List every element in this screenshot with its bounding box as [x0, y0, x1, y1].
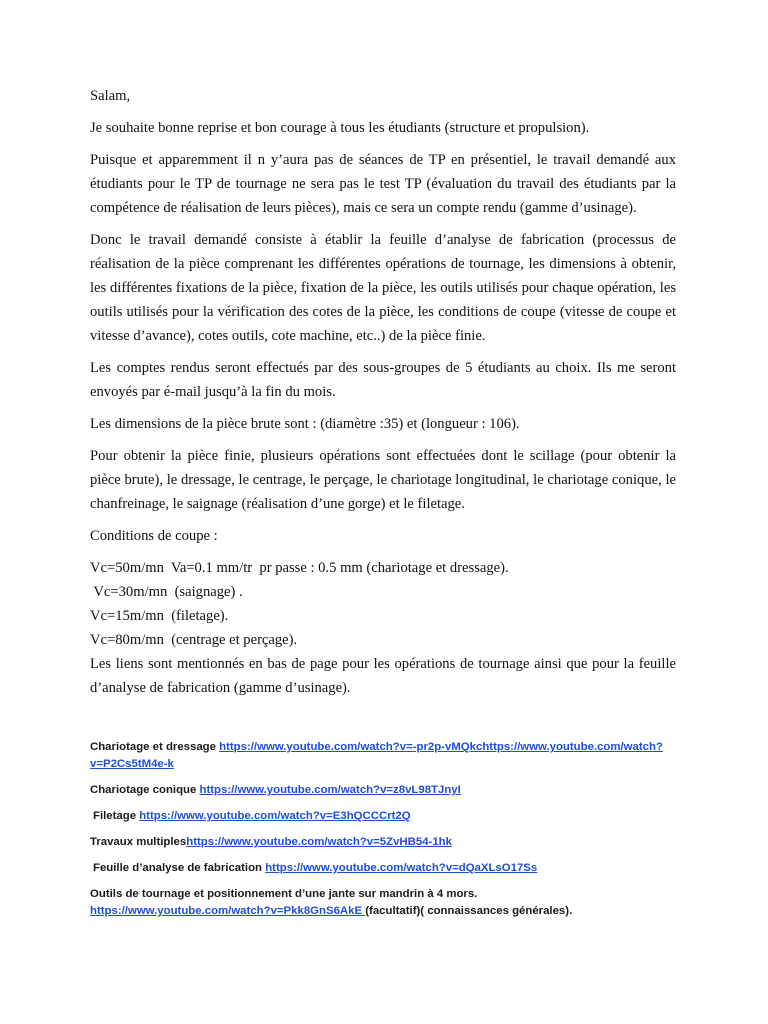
link-label: Travaux multiples — [90, 836, 187, 848]
letter-body — [90, 84, 676, 700]
paragraph-operations: Pour obtenir la pièce finie, plusieurs opérations sont effectuées dont le scillage (pour obtenir la pièce brute), le dressage, le centrage, le perçage, le chariotage longitudinal, le chariotage conique, le chanfreinage, le saignage (réalisation d’une gorge) et le filetage. — [90, 448, 676, 512]
youtube-link[interactable]: https://www.youtube.com/watch?v=P2Cs5tM4e-k — [90, 741, 663, 770]
link-row-outils-tournage — [90, 886, 690, 920]
paragraph-work-description: Donc le travail demandé consiste à établir la feuille d’analyse de fabrication (processus de réalisation de la pièce comprenant les différentes opérations de tournage, les dimensions à obtenir, les différentes fixations de la pièce, fixation de la pièce, les outils utilisés pour chaque opération, les outils utilisés pour la vérification des cotes de la pièce, les conditions de coupe (vitesse de coupe et vitesse d’avance), cotes outils, cote machine, etc..) de la pièce finie. — [90, 232, 676, 344]
youtube-link[interactable]: https://www.youtube.com/watch?v=-pr2p-vMQkc — [219, 741, 483, 753]
youtube-link[interactable]: https://www.youtube.com/watch?v=z8vL98TJnyI — [199, 784, 461, 796]
paragraph-context: Puisque et apparemment il n y’aura pas de séances de TP en présentiel, le travail demandé aux étudiants pour le TP de tournage ne sera pas le test TP (évaluation du travail des étudiants par la compétence de réalisation de leurs pièces), mais ce sera un compte rendu (gamme d’usinage). — [90, 152, 676, 216]
greeting: Salam, — [90, 88, 131, 104]
link-row-travaux-multiples — [90, 834, 690, 851]
link-row-chariotage-conique — [90, 782, 690, 799]
condition-line: Vc=15m/mn (filetage). — [90, 608, 229, 624]
youtube-link[interactable]: https://www.youtube.com/watch?v=Pkk8GnS6AkE — [90, 905, 366, 917]
youtube-link[interactable]: https://www.youtube.com/watch?v=E3hQCCCrt2Q — [139, 810, 411, 822]
cutting-conditions-list — [90, 556, 676, 652]
link-label: Chariotage conique — [90, 784, 200, 796]
video-links-section — [90, 739, 690, 929]
youtube-link[interactable]: https://www.youtube.com/watch?v=dQaXLsO17Ss — [265, 862, 538, 874]
link-row-feuille-analyse — [90, 860, 690, 877]
condition-line: Vc=80m/mn (centrage et perçage). — [90, 632, 298, 648]
link-label: Filetage — [93, 810, 140, 822]
link-label: Outils de tournage et positionnement d’une jante sur mandrin à 4 mors. — [90, 888, 478, 900]
link-suffix: (facultatif)( connaissances générales). — [365, 905, 573, 917]
condition-line: Vc=50m/mn Va=0.1 mm/tr pr passe : 0.5 mm (chariotage et dressage). — [90, 560, 509, 576]
cutting-conditions-heading: Conditions de coupe : — [90, 528, 218, 544]
paragraph-reports: Les comptes rendus seront effectués par des sous-groupes de 5 étudiants au choix. Ils me seront envoyés par é-mail jusqu’à la fin du mois. — [90, 360, 676, 400]
paragraph-intro: Je souhaite bonne reprise et bon courage à tous les étudiants (structure et propulsion). — [90, 120, 590, 136]
condition-line: Vc=30m/mn (saignage) . — [90, 584, 243, 600]
link-label: Chariotage et dressage — [90, 741, 220, 753]
paragraph-dimensions: Les dimensions de la pièce brute sont : (diamètre :35) et (longueur : 106). — [90, 416, 520, 432]
youtube-link[interactable]: https://www.youtube.com/watch?v=5ZvHB54-1hk — [186, 836, 452, 848]
link-row-chariotage-dressage — [90, 739, 690, 773]
paragraph-links-note: Les liens sont mentionnés en bas de page pour les opérations de tournage ainsi que pour la feuille d’analyse de fabrication (gamme d’usinage). — [90, 656, 676, 696]
link-label: Feuille d’analyse de fabrication — [93, 862, 266, 874]
link-row-filetage — [90, 808, 690, 825]
